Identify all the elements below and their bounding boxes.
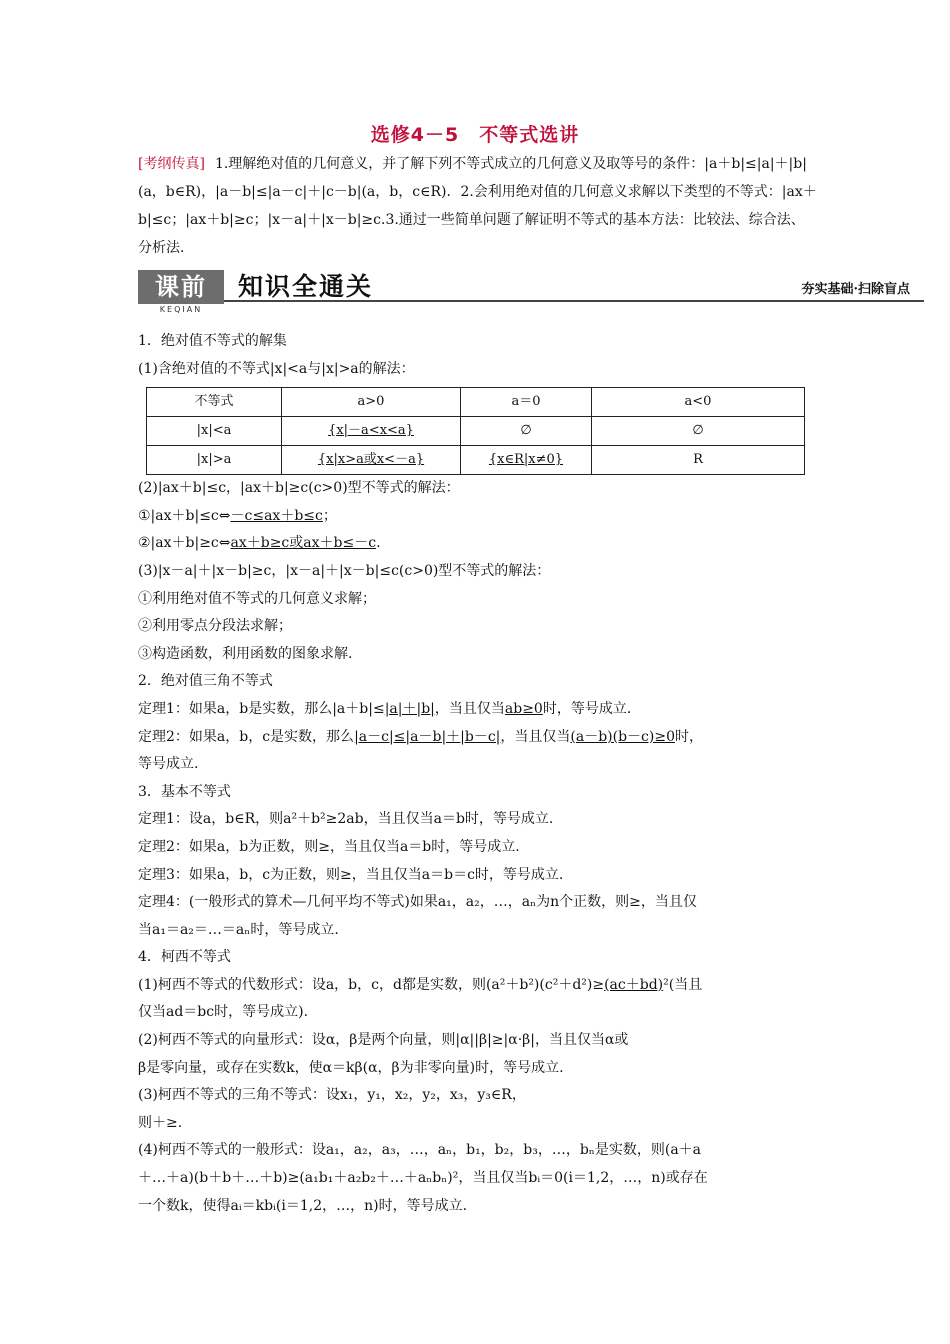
section-1-p3 [138,503,818,531]
text-span: 时，等号成立. [542,700,632,717]
table-header: a＝0 [461,388,592,417]
text-span: ，当且仅当 [434,700,505,717]
table-header-row [147,388,805,417]
theorem-1 [138,696,818,724]
basic-theorem-2: 定理2：如果a，b为正数，则≥，当且仅当a＝b时，等号成立. [138,838,520,855]
fill-blank: |a|＋|b| [384,700,435,717]
text-span: (1)柯西不等式的代数形式：设a，b，c，d都是实数，则(a²＋b²)(c²＋d²)≥ [138,976,605,993]
table-row [147,417,805,446]
fill-blank: ax＋b≥c或ax＋b≤－c [230,535,377,552]
banner-heading: 知识全通关 [238,272,374,301]
fill-blank: ab≥0 [504,700,543,717]
section-1-heading: 1．绝对值不等式的解集 [138,333,287,349]
text-span: 定理2：如果a，b，c是实数，那么 [138,728,355,745]
table-cell: |x|<a [147,417,282,446]
syllabus-text: 1.理解绝对值的几何意义，并了解下列不等式成立的几何意义及取等号的条件：|a＋b|≤|a|＋|b|(a，b∈R)，|a－b|≤|a－c|＋|c－b|(a，b，c∈R)．2.会利用绝对值的几何意义求解以下类型的不等式：|ax＋b|≤c；|ax＋b|≥c；|x－a|＋|x－b|≥c.3.通过一些简单问题了解证明不等式的基本方法：比较法、综合法、分析法． [138,156,817,256]
table-row [147,446,805,475]
theorem-2 [138,724,818,752]
text-span: ； [322,507,337,524]
section-banner [138,270,924,316]
text-span: 时， [675,728,704,745]
cauchy-general-cont: ＋…＋a)(b＋b＋…＋b)≥(a₁b₁＋a₂b₂＋…＋aₙbₙ)²，当且仅当bᵢ＝0(i＝1,2，…，n)或存在 [138,1170,708,1187]
basic-theorem-4: 定理4：(一般形式的算术—几何平均不等式)如果a₁，a₂，…，aₙ为n个正数，则≥，当且仅 [138,894,697,911]
table-cell: |x|>a [147,446,282,475]
table-cell: ∅ [461,417,592,446]
section-1-p1: (1)含绝对值的不等式|x|<a与|x|>a的解法： [138,360,415,377]
text-span: ，当且仅当 [500,728,571,745]
syllabus-paragraph [138,150,818,262]
cauchy-general-cont: 一个数k，使得aᵢ＝kbᵢ(i＝1,2，…，n)时，等号成立. [138,1197,468,1214]
table-cell: {x|－a<x<a} [282,417,461,446]
section-1-p2: (2)|ax＋b|≤c，|ax＋b|≥c(c>0)型不等式的解法： [138,480,460,497]
fill-blank: (a－b)(b－c)≥0 [570,728,676,745]
table-cell: ∅ [592,417,805,446]
text-span: ²(当且 [663,976,703,993]
syllabus-tag: [考纲传真] [138,156,205,172]
table-cell: {x|x>a或x<－a} [282,446,461,475]
basic-theorem-4-cont: 当a₁＝a₂＝…＝aₙ时，等号成立. [138,921,339,938]
table-header: a<0 [592,388,805,417]
banner-box-sub: KEQIAN [159,305,203,314]
section-2-heading: 2．绝对值三角不等式 [138,673,273,690]
section-1-p6: ①利用绝对值不等式的几何意义求解； [138,590,376,607]
cauchy-general: (4)柯西不等式的一般形式：设a₁，a₂，a₃，…，aₙ，b₁，b₂，b₃，…，bₙ是实数，则(a＋a [138,1142,702,1159]
section-1-p4 [138,530,818,558]
section-4-heading: 4．柯西不等式 [138,949,231,966]
page-title: 选修4－5 不等式选讲 [370,124,580,146]
basic-theorem-1: 定理1：设a，b∈R，则a²＋b²≥2ab，当且仅当a＝b时，等号成立. [138,811,554,828]
main-content [138,328,818,1220]
section-3-heading: 3．基本不等式 [138,783,231,800]
section-1-p8: ③构造函数，利用函数的图象求解. [138,645,353,662]
basic-theorem-3: 定理3：如果a，b，c为正数，则≥，当且仅当a＝b＝c时，等号成立. [138,866,564,883]
text-span: 定理1：如果a，b是实数，那么|a＋b|≤ [138,700,385,717]
table-cell: R [592,446,805,475]
fill-blank: －c≤ax＋b≤c [230,507,323,524]
text-span: . [376,535,381,552]
banner-right-text: 夯实基础·扫除盲点 [801,282,910,297]
table-header: 不等式 [147,388,282,417]
table-header: a>0 [282,388,461,417]
cauchy-vector-cont: β是零向量，或存在实数k，使α＝kβ(α，β为非零向量)时，等号成立. [138,1059,564,1076]
cauchy-triangle: (3)柯西不等式的三角不等式：设x₁，y₁，x₂，y₂，x₃，y₃∈R， [138,1087,526,1104]
section-1-p7: ②利用零点分段法求解； [138,618,292,635]
text-span: ②|ax＋b|≥c⇔ [138,535,231,552]
text-span: ①|ax＋b|≤c⇔ [138,507,231,524]
cauchy-vector: (2)柯西不等式的向量形式：设α，β是两个向量，则|α||β|≥|α·β|，当且仅当α或 [138,1032,629,1049]
fill-blank: (ac＋bd) [604,976,664,993]
cauchy-algebraic-cont: 仅当ad＝bc时，等号成立). [138,1004,309,1021]
banner-box-label: 课前 [138,270,224,304]
cauchy-algebraic [138,972,818,1000]
table-cell: {x∈R|x≠0} [461,446,592,475]
solution-table [146,387,805,475]
theorem-2-cont: 等号成立. [138,756,199,773]
section-1-p5: (3)|x－a|＋|x－b|≥c，|x－a|＋|x－b|≤c(c>0)型不等式的解法： [138,562,551,579]
cauchy-triangle-cont: 则＋≥. [138,1114,183,1131]
fill-blank: |a－c|≤|a－b|＋|b－c| [354,728,501,745]
